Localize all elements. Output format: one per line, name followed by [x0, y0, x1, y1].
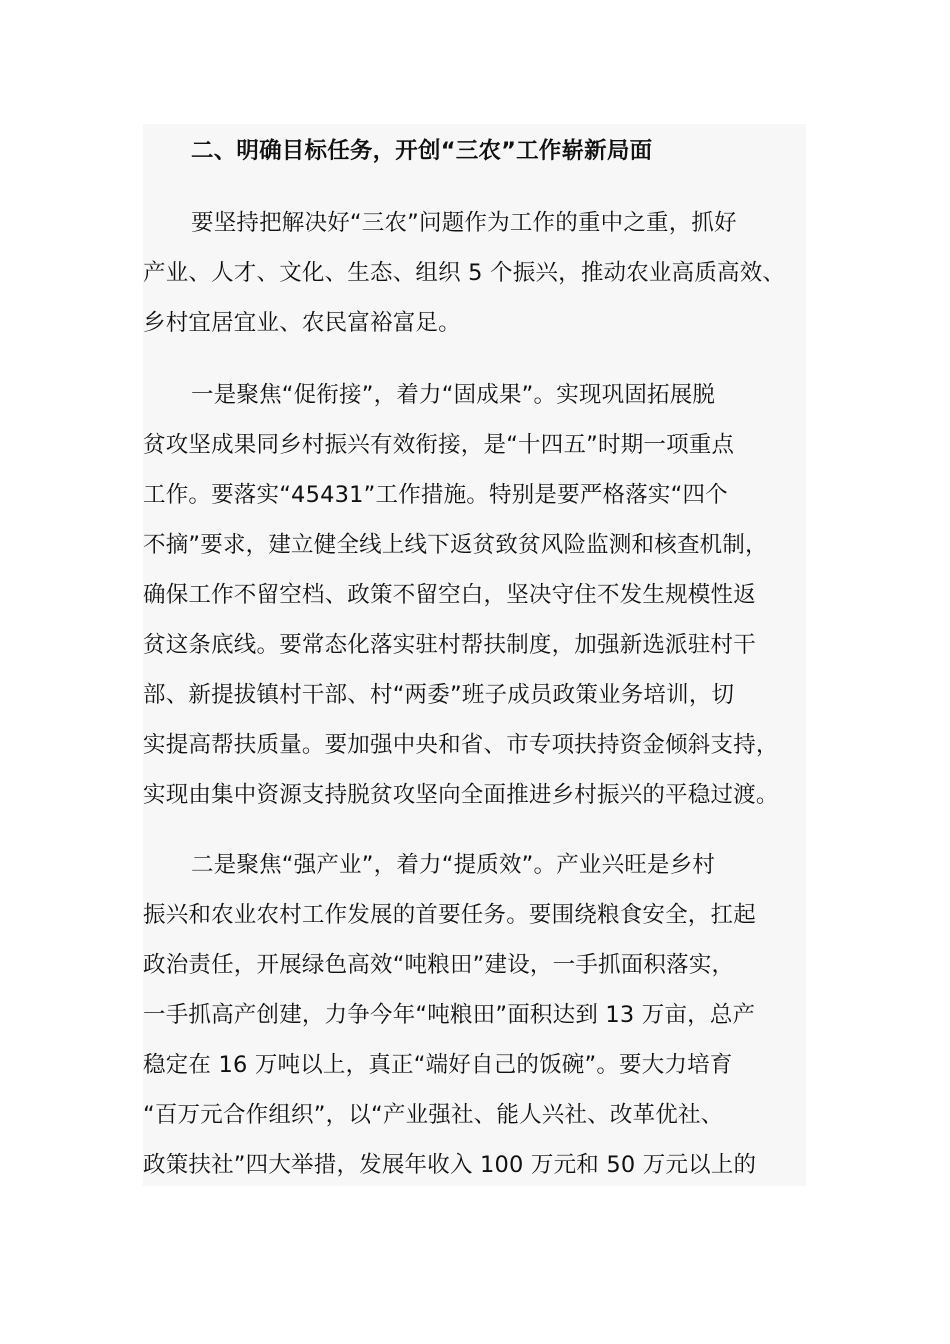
paragraph-2-line-5: 确保工作不留空档、政策不留空白，坚决守住不发生规模性返 [143, 582, 756, 608]
paragraph-2-line-1: 一是聚焦“促衔接”，着力“固成果”。实现巩固拓展脱 [191, 382, 716, 408]
paragraph-3-line-4: 一手抓高产创建，力争今年“吨粮田”面积达到 13 万亩，总产 [143, 1002, 756, 1028]
paragraph-3-line-1: 二是聚焦“强产业”，着力“提质效”。产业兴旺是乡村 [191, 852, 716, 878]
paragraph-1-line-2: 产业、人才、文化、生态、组织 5 个振兴，推动农业高质高效、 [143, 260, 786, 286]
section-heading: 二、明确目标任务，开创“三农”工作崭新局面 [191, 138, 653, 164]
paragraph-3-line-6: “百万元合作组织”，以“产业强社、能人兴社、改革优社、 [143, 1102, 724, 1128]
paragraph-2-line-9: 实现由集中资源支持脱贫攻坚向全面推进乡村振兴的平稳过渡。 [143, 782, 779, 808]
paragraph-3-line-2: 振兴和农业农村工作发展的首要任务。要围绕粮食安全，扛起 [143, 902, 756, 928]
paragraph-1-line-3: 乡村宜居宜业、农民富裕富足。 [143, 310, 461, 336]
paragraph-3-line-5: 稳定在 16 万吨以上，真正“端好自己的饭碗”。要大力培育 [143, 1052, 733, 1078]
paragraph-2-line-2: 贫攻坚成果同乡村振兴有效衔接，是“十四五”时期一项重点 [143, 432, 735, 458]
paragraph-2-line-8: 实提高帮扶质量。要加强中央和省、市专项扶持资金倾斜支持， [143, 732, 779, 758]
paragraph-3-line-3: 政治责任，开展绿色高效“吨粮田”建设，一手抓面积落实， [143, 952, 735, 978]
paragraph-3-line-7: 政策扶社”四大举措，发展年收入 100 万元和 50 万元以上的 [143, 1152, 757, 1178]
paragraph-2-line-3: 工作。要落实“45431”工作措施。特别是要严格落实“四个 [143, 482, 728, 508]
paragraph-1-line-1: 要坚持把解决好“三农”问题作为工作的重中之重，抓好 [191, 210, 737, 236]
paragraph-2-line-6: 贫这条底线。要常态化落实驻村帮扶制度，加强新选派驻村干 [143, 632, 756, 658]
paragraph-2-line-4: 不摘”要求，建立健全线上线下返贫致贫风险监测和核查机制， [143, 532, 768, 558]
paragraph-2-line-7: 部、新提拔镇村干部、村“两委”班子成员政策业务培训，切 [143, 682, 735, 708]
